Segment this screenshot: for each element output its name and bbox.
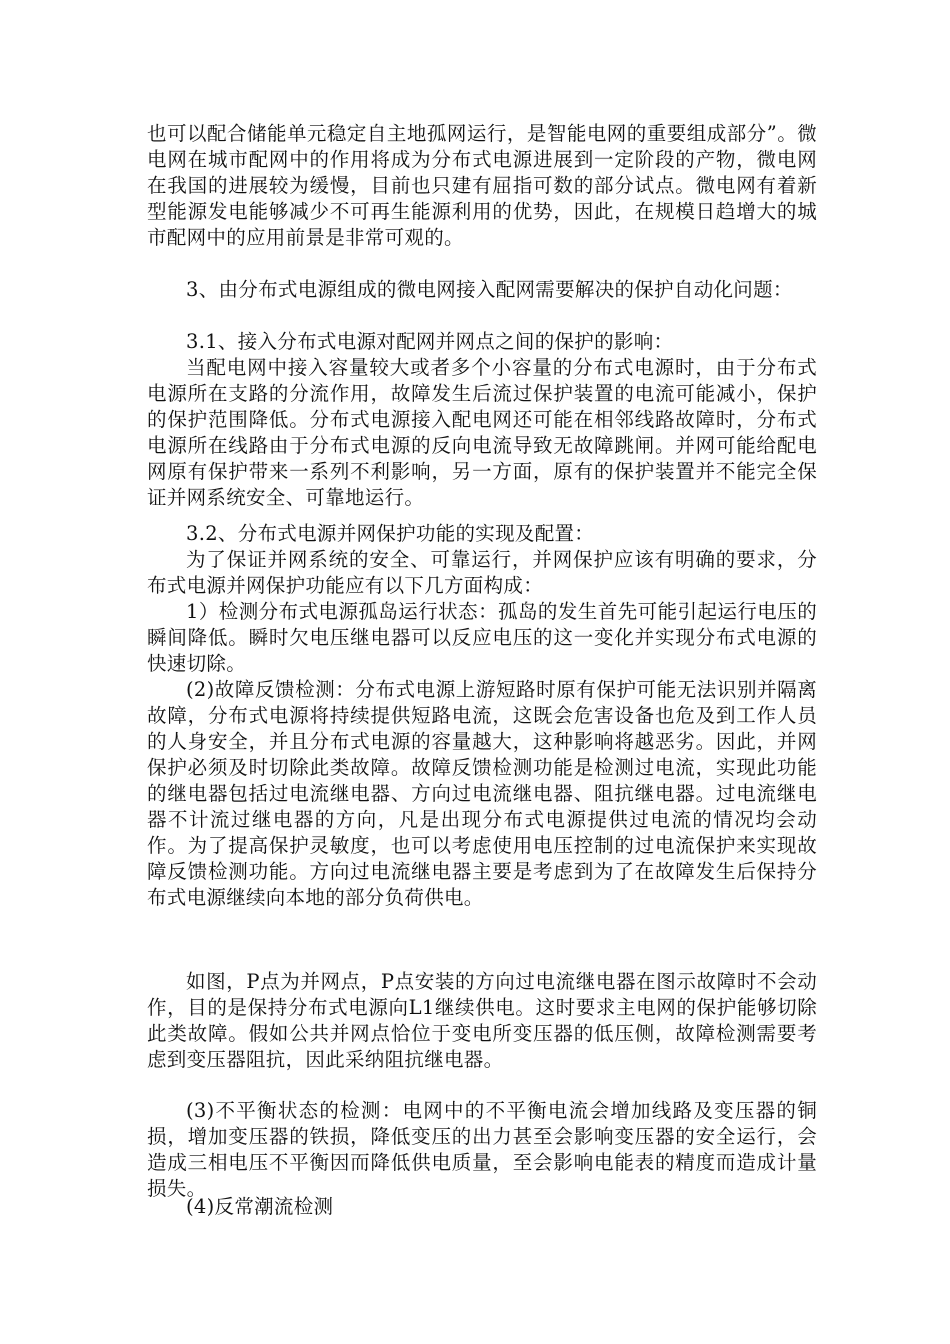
subsection-heading-3-2: 3.2、分布式电源并网保护功能的实现及配置：	[186, 522, 595, 545]
paragraph-protection-requirements: 为了保证并网系统的安全、可靠运行，并网保护应该有明确的要求，分布式电源并网保护功能应有以下几方面构成：	[147, 548, 817, 597]
paragraph-microgrid-intro: 也可以配合储能单元稳定自主地孤网运行，是智能电网的重要组成部分”。微电网在城市配网中的作用将成为分布式电源进展到一定阶段的产物，微电网在我国的进展较为缓慢，目前也只建有屈指可数的部分试点。微电网有着新型能源发电能够减少不可再生能源利用的优势，因此，在规模日趋增大的城市配网中的应用前景是非常可观的。	[147, 122, 817, 249]
paragraph-figure-explanation: 如图，P点为并网点，P点安装的方向过电流继电器在图示故障时不会动作，目的是保持分布式电源向L1继续供电。这时要求主电网的保护能够切除此类故障。假如公共并网点恰位于变电所变压器的低压侧，故障检测需要考虑到变压器阻抗，因此采纳阻抗继电器。	[147, 970, 817, 1071]
paragraph-protection-impact: 当配电网中接入容量较大或者多个小容量的分布式电源时，由于分布式电源所在支路的分流作用，故障发生后流过保护装置的电流可能减小，保护的保护范围降低。分布式电源接入配电网还可能在相邻线路故障时，分布式电源所在线路由于分布式电源的反向电流导致无故障跳闸。并网可能给配电网原有保护带来一系列不利影响，另一方面，原有的保护装置并不能完全保证并网系统安全、可靠地运行。	[147, 356, 817, 509]
subsection-heading-3-1: 3.1、接入分布式电源对配网并网点之间的保护的影响：	[186, 330, 674, 353]
list-item-unbalance-detection: (3)不平衡状态的检测：电网中的不平衡电流会增加线路及变压器的铜损，增加变压器的铁损，降低变压的出力甚至会影响变压器的安全运行，会造成三相电压不平衡因而降低供电质量，至会影响电能表的精度而造成计量损失。	[147, 1099, 817, 1200]
section-heading-3: 3、由分布式电源组成的微电网接入配网需要解决的保护自动化问题：	[186, 278, 793, 301]
list-item-fault-feedback: (2)故障反馈检测：分布式电源上游短路时原有保护可能无法识别并隔离故障，分布式电源将持续提供短路电流，这既会危害设备也危及到工作人员的人身安全，并且分布式电源的容量越大，这种影响将越恶劣。因此，并网保护必须及时切除此类故障。故障反馈检测功能是检测过电流，实现此功能的继电器包括过电流继电器、方向过电流继电器、阻抗继电器。过电流继电器不计流过继电器的方向，凡是出现分布式电源提供过电流的情况均会动作。为了提高保护灵敏度，也可以考虑使用电压控制的过电流保护来实现故障反馈检测功能。方向过电流继电器主要是考虑到为了在故障发生后保持分布式电源继续向本地的部分负荷供电。	[147, 678, 817, 909]
list-item-reverse-flow: (4)反常潮流检测	[186, 1195, 334, 1218]
list-item-island-detection: 1）检测分布式电源孤岛运行状态：孤岛的发生首先可能引起运行电压的瞬间降低。瞬时欠电压继电器可以反应电压的这一变化并实现分布式电源的快速切除。	[147, 600, 817, 675]
